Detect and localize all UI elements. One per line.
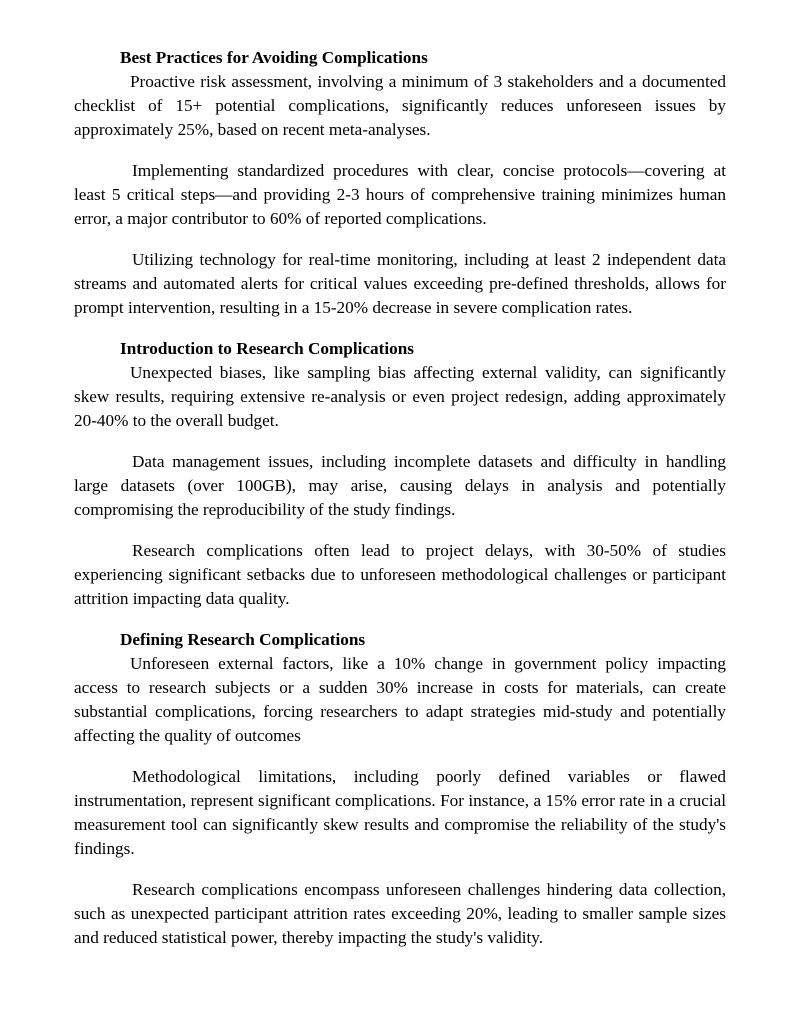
paragraph: Utilizing technology for real-time monitoring, including at least 2 independent data streams and automated alerts for critical values exceeding pre-defined thresholds, allows for prompt intervention, resulting in a 15-20% decrease in severe complication rates. — [74, 250, 726, 317]
section-defining — [74, 628, 726, 950]
section-best-practices — [74, 46, 726, 320]
paragraph: Research complications often lead to project delays, with 30-50% of studies experiencing significant setbacks due to unforeseen methodological challenges or participant attrition impacting data quality. — [74, 541, 726, 608]
section-heading: Introduction to Research Complications — [120, 339, 414, 358]
paragraph: Unexpected biases, like sampling bias affecting external validity, can significantly skew results, requiring extensive re-analysis or even project redesign, adding approximately 20-40% to the overall budget. — [74, 363, 726, 430]
paragraph: Research complications encompass unforeseen challenges hindering data collection, such as unexpected participant attrition rates exceeding 20%, leading to smaller sample sizes and reduced statistical power, thereby impacting the study's validity. — [74, 880, 726, 947]
paragraph: Methodological limitations, including poorly defined variables or flawed instrumentation, represent significant complications. For instance, a 15% error rate in a crucial measurement tool can significantly skew results and compromise the reliability of the study's findings. — [74, 767, 726, 858]
document-page — [74, 46, 726, 950]
paragraph: Proactive risk assessment, involving a minimum of 3 stakeholders and a documented checklist of 15+ potential complications, significantly reduces unforeseen issues by approximately 25%, based on recent meta-analyses. — [74, 72, 726, 139]
paragraph: Data management issues, including incomplete datasets and difficulty in handling large datasets (over 100GB), may arise, causing delays in analysis and potentially compromising the reproducibility of the study findings. — [74, 452, 726, 519]
paragraph: Unforeseen external factors, like a 10% change in government policy impacting access to research subjects or a sudden 30% increase in costs for materials, can create substantial complications, forcing researchers to adapt strategies mid-study and potentially affecting the quality of outcomes — [74, 654, 726, 745]
section-heading: Defining Research Complications — [120, 630, 366, 649]
paragraph: Implementing standardized procedures with clear, concise protocols—covering at least 5 critical steps—and providing 2-3 hours of comprehensive training minimizes human error, a major contributor to 60% of reported complications. — [74, 161, 726, 228]
section-heading: Best Practices for Avoiding Complications — [120, 48, 428, 67]
section-introduction — [74, 337, 726, 611]
